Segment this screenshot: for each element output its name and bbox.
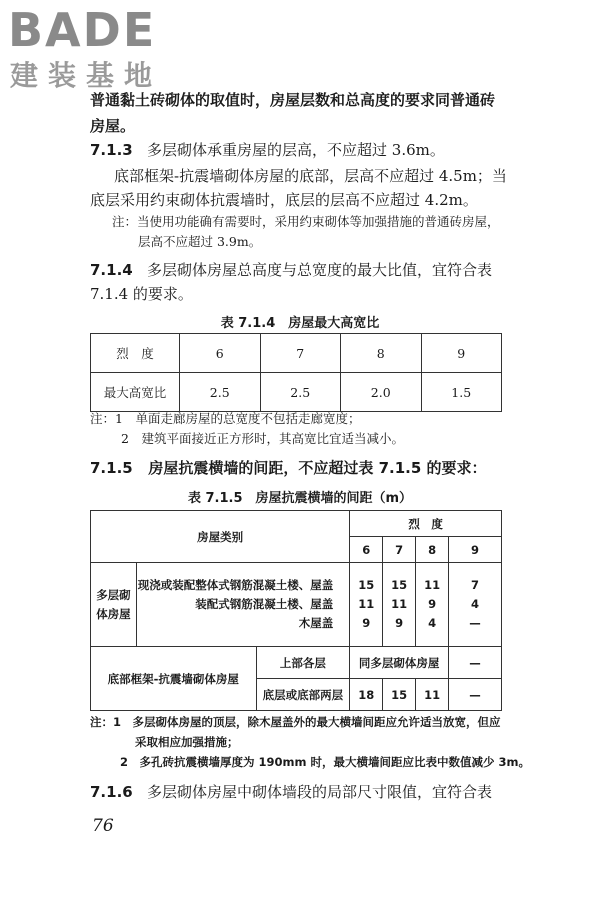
section-text: 多层砌体房屋中砌体墙段的局部尺寸限值，宜符合表 bbox=[147, 783, 493, 801]
page-number: 76 bbox=[92, 816, 114, 836]
group-label-line: 体房屋 bbox=[96, 606, 131, 621]
section-7-1-5 bbox=[90, 456, 510, 480]
group-bottom-frame: 底部框架-抗震墙砌体房屋 bbox=[91, 647, 257, 711]
spacing-value: — bbox=[469, 616, 481, 630]
intensity-cell: 9 bbox=[421, 334, 502, 373]
spacing-value: 15 bbox=[383, 679, 416, 711]
spacing-value: 9 bbox=[428, 597, 437, 611]
section-text: 多层砌体承重房屋的层高，不应超过 3.6m。 bbox=[147, 141, 445, 159]
section-text: 多层砌体房屋总高度与总宽度的最大比值，宜符合表 bbox=[147, 261, 493, 279]
lower-floors-label: 底层或底部两层 bbox=[256, 679, 350, 711]
table-row bbox=[91, 647, 502, 679]
table-7-1-5-note-1: 注：1 多层砌体房屋的顶层，除木屋盖外的最大横墙间距应允许适当放宽，但应 bbox=[90, 715, 501, 729]
section-7-1-6 bbox=[90, 780, 510, 804]
table-row bbox=[91, 511, 502, 537]
group-label-line: 多层砌 bbox=[96, 587, 131, 602]
para-continuation-line2: 房屋。 bbox=[90, 117, 136, 135]
spacing-value: 15 bbox=[391, 578, 408, 592]
logo-word: BADE bbox=[8, 3, 157, 57]
group-multistory-masonry bbox=[91, 563, 137, 647]
table-7-1-5-note-1-cont: 采取相应加强措施； bbox=[135, 735, 239, 749]
section-text: 房屋抗震横墙的间距，不应超过表 7.1.5 的要求： bbox=[148, 459, 487, 477]
table-7-1-5-caption: 表 7.1.5 房屋抗震横墙的间距（m） bbox=[187, 491, 413, 506]
spacing-column-8 bbox=[416, 563, 449, 647]
logo-subtitle: 建装基地 bbox=[10, 59, 163, 92]
note-7-1-3-line2: 层高不应超过 3.9m。 bbox=[138, 234, 262, 249]
intensity-cell: 9 bbox=[449, 537, 502, 563]
spacing-value: 9 bbox=[362, 616, 371, 630]
floor-type: 木屋盖 bbox=[298, 616, 334, 630]
intensity-cell: 6 bbox=[350, 537, 383, 563]
spacing-value: — bbox=[449, 679, 502, 711]
spacing-value: 11 bbox=[358, 597, 375, 611]
table-7-1-4-note-1: 注：1 单面走廊房屋的总宽度不包括走廊宽度； bbox=[90, 411, 361, 426]
ratio-cell: 2.5 bbox=[180, 373, 261, 412]
spacing-value: 18 bbox=[350, 679, 383, 711]
table-row bbox=[91, 373, 502, 412]
table-7-1-4 bbox=[90, 333, 502, 412]
section-number: 7.1.5 bbox=[90, 459, 133, 477]
section-number: 7.1.4 bbox=[90, 261, 133, 279]
upper-floors-value-9: — bbox=[449, 647, 502, 679]
table-7-1-5 bbox=[90, 510, 502, 711]
para-7-1-3b-line1: 底部框架-抗震墙砌体房屋的底部，层高不应超过 4.5m；当 bbox=[114, 167, 507, 185]
intensity-cell: 8 bbox=[416, 537, 449, 563]
spacing-value: 9 bbox=[395, 616, 404, 630]
spacing-column-9 bbox=[449, 563, 502, 647]
table-7-1-4-note-2: 2 建筑平面接近正方形时，其高宽比宜适当减小。 bbox=[121, 431, 404, 446]
ratio-cell: 1.5 bbox=[421, 373, 502, 412]
spacing-column-6 bbox=[350, 563, 383, 647]
upper-floors-value: 同多层砌体房屋 bbox=[350, 647, 449, 679]
spacing-value: 11 bbox=[391, 597, 408, 611]
ratio-cell: 2.5 bbox=[260, 373, 341, 412]
para-7-1-3b-line2: 底层采用约束砌体抗震墙时，底层的层高不应超过 4.2m。 bbox=[90, 191, 478, 209]
intensity-cell: 7 bbox=[260, 334, 341, 373]
floor-type: 装配式钢筋混凝土楼、屋盖 bbox=[195, 597, 334, 611]
table-7-1-4-caption: 表 7.1.4 房屋最大高宽比 bbox=[220, 316, 380, 331]
section-number: 7.1.6 bbox=[90, 783, 133, 801]
section-7-1-3 bbox=[90, 138, 510, 162]
section-7-1-4-line2: 7.1.4 的要求。 bbox=[90, 285, 193, 303]
row-header-ratio: 最大高宽比 bbox=[91, 373, 180, 412]
ratio-cell: 2.0 bbox=[341, 373, 422, 412]
header-intensity: 烈 度 bbox=[350, 511, 502, 537]
spacing-value: 4 bbox=[471, 597, 480, 611]
intensity-cell: 8 bbox=[341, 334, 422, 373]
table-row bbox=[91, 334, 502, 373]
floor-type: 现浇或装配整体式钢筋混凝土楼、屋盖 bbox=[137, 578, 334, 592]
table-7-1-5-note-2: 2 多孔砖抗震横墙厚度为 190mm 时，最大横墙间距应比表中数值减少 3m。 bbox=[120, 755, 530, 769]
upper-floors-label: 上部各层 bbox=[256, 647, 350, 679]
section-number: 7.1.3 bbox=[90, 141, 133, 159]
intensity-cell: 6 bbox=[180, 334, 261, 373]
spacing-value: 15 bbox=[358, 578, 375, 592]
row-header-intensity: 烈 度 bbox=[91, 334, 180, 373]
section-7-1-4 bbox=[90, 258, 510, 282]
spacing-value: 7 bbox=[471, 578, 480, 592]
floor-type-list bbox=[136, 563, 349, 647]
spacing-value: 4 bbox=[428, 616, 437, 630]
table-row bbox=[91, 563, 502, 647]
spacing-column-7 bbox=[383, 563, 416, 647]
bade-watermark-logo bbox=[8, 3, 178, 98]
para-continuation-line1: 普通黏土砖砌体的取值时，房屋层数和总高度的要求同普通砖 bbox=[90, 91, 496, 109]
header-category: 房屋类别 bbox=[91, 511, 350, 563]
intensity-cell: 7 bbox=[383, 537, 416, 563]
spacing-value: 11 bbox=[424, 578, 441, 592]
note-7-1-3-line1: 注：当使用功能确有需要时，采用约束砌体等加强措施的普通砖房屋， bbox=[112, 214, 500, 229]
spacing-value: 11 bbox=[416, 679, 449, 711]
